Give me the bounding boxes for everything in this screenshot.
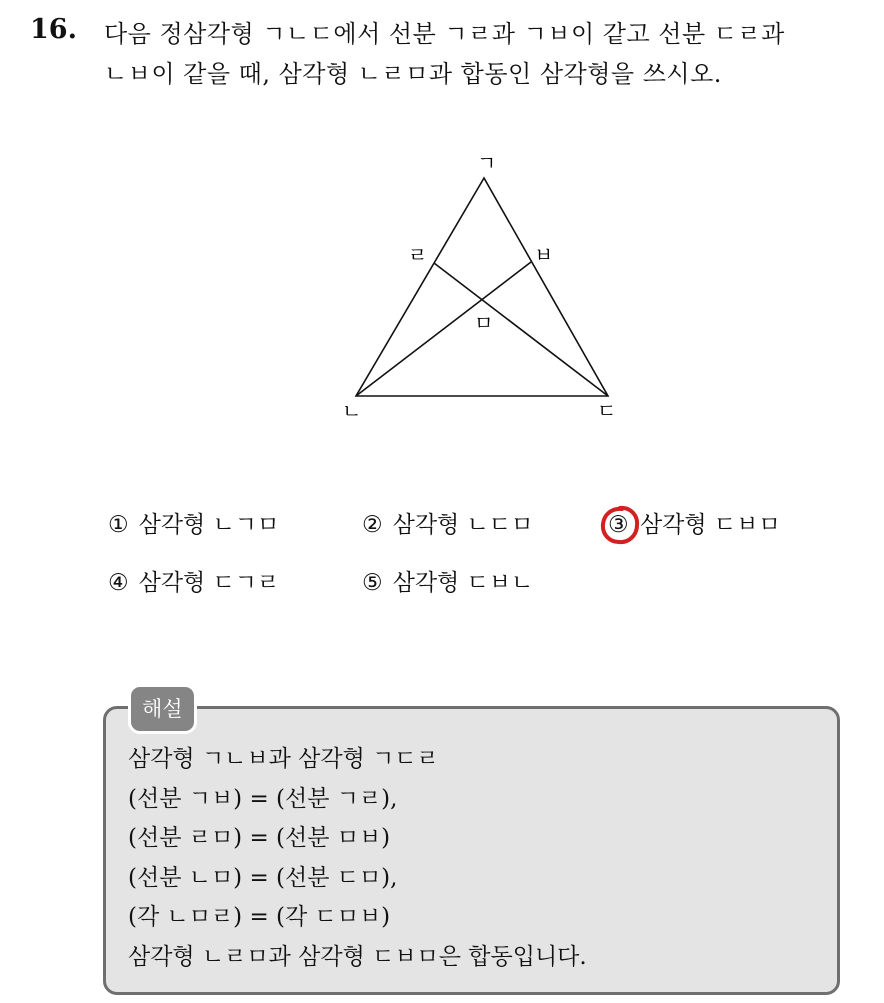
choice-number: ⑤ (362, 570, 383, 596)
vertex-label-d: ㄷ (597, 399, 617, 423)
choice-number: ② (362, 512, 383, 538)
choice-row (108, 564, 868, 622)
explanation-line: (선분 ㄹㅁ) = (선분 ㅁㅂ) (128, 825, 391, 851)
explanation-text (128, 740, 587, 977)
question-line: 다음 정삼각형 ㄱㄴㄷ에서 선분 ㄱㄹ과 ㄱㅂ이 같고 선분 ㄷㄹ과 (104, 20, 785, 48)
choice-text: 삼각형 ㄷㅂㅁ (639, 512, 781, 538)
vertex-label-g: ㄱ (477, 151, 497, 175)
explanation-line: (각 ㄴㅁㄹ) = (각 ㄷㅁㅂ) (128, 904, 391, 930)
choice-4[interactable] (108, 564, 279, 597)
choice-text: 삼각형 ㄷㅂㄴ (392, 570, 534, 596)
point-label-b: ㅂ (534, 243, 554, 267)
choice-text: 삼각형 ㄴㄷㅁ (392, 512, 534, 538)
choice-number (608, 512, 636, 538)
choice-row (108, 506, 868, 564)
explanation-line: (선분 ㄱㅂ) = (선분 ㄱㄹ), (128, 785, 398, 812)
choice-number: ④ (108, 570, 129, 596)
explanation-tag: 해설 (128, 684, 197, 734)
answer-circle-mark (599, 504, 641, 546)
answer-choices (108, 506, 868, 622)
segment-n-b (356, 262, 531, 396)
question-number: 16. (30, 14, 77, 45)
segment-d-r (434, 263, 608, 396)
explanation-line: 삼각형 ㄱㄴㅂ과 삼각형 ㄱㄷㄹ (128, 746, 439, 772)
choice-3[interactable] (608, 506, 781, 539)
choice-number-text: ③ (608, 512, 629, 538)
vertex-label-n: ㄴ (342, 399, 362, 423)
explanation-line: (선분 ㄴㅁ) = (선분 ㄷㅁ), (128, 864, 398, 891)
choice-1[interactable] (108, 506, 279, 539)
question-text (104, 14, 864, 94)
choice-text: 삼각형 ㄴㄱㅁ (138, 512, 280, 538)
choice-text: 삼각형 ㄷㄱㄹ (138, 570, 280, 596)
choice-number: ① (108, 512, 129, 538)
point-label-r: ㄹ (408, 243, 428, 267)
choice-2[interactable] (362, 506, 533, 539)
point-label-m: ㅁ (474, 311, 494, 335)
equilateral-triangle (356, 178, 608, 396)
triangle-figure (320, 150, 650, 440)
explanation-line: 삼각형 ㄴㄹㅁ과 삼각형 ㄷㅂㅁ은 합동입니다. (128, 943, 587, 970)
question-line: ㄴㅂ이 같을 때, 삼각형 ㄴㄹㅁ과 합동인 삼각형을 쓰시오. (104, 60, 722, 88)
choice-5[interactable] (362, 564, 533, 597)
